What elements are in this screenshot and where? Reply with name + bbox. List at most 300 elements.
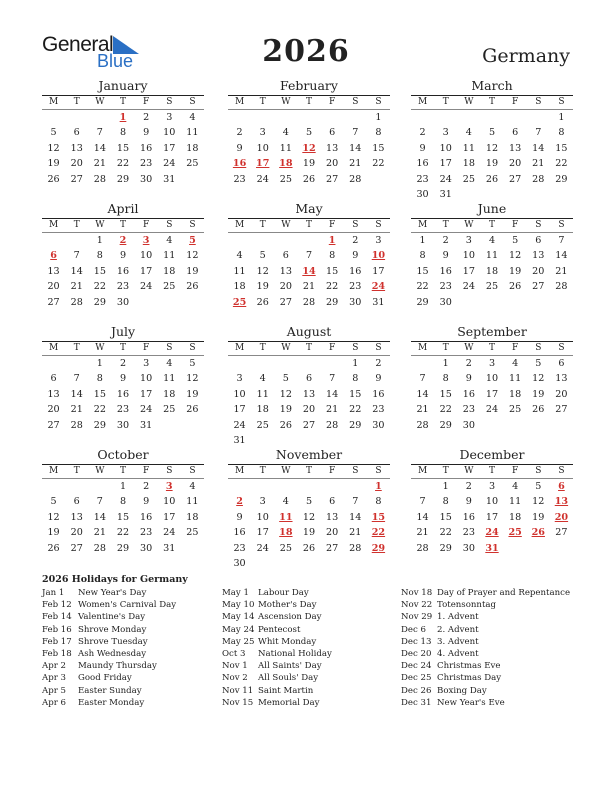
day-cell: 13: [279, 265, 292, 277]
weekday-label: S: [558, 466, 565, 476]
day-cell: 17: [485, 511, 499, 523]
holiday-day: 6: [558, 481, 565, 492]
month-title: May: [295, 201, 323, 216]
day-cell: 16: [116, 388, 130, 400]
holiday-day: 24: [485, 527, 499, 539]
day-cell: 20: [70, 158, 83, 170]
day-cell: 18: [256, 404, 269, 416]
day-cell: 19: [279, 404, 292, 416]
holiday-day: 1: [328, 235, 336, 246]
holiday-name: Ascension Day: [258, 612, 322, 623]
holiday-name: 2. Advent: [437, 624, 479, 635]
day-cell: 31: [163, 542, 176, 554]
holiday-date: Dec 31: [401, 697, 432, 708]
weekday-label: S: [166, 97, 173, 107]
day-cell: 19: [47, 158, 60, 170]
day-cell: 30: [416, 188, 429, 200]
day-cell: 17: [462, 265, 475, 277]
empty-cell: [251, 110, 274, 125]
empty-cell: [297, 356, 320, 371]
weekday-label: F: [329, 97, 336, 107]
weekday-label: S: [352, 466, 359, 476]
holiday-date: Dec 24: [401, 661, 432, 672]
day-cell: 21: [70, 281, 83, 293]
day-grid: [228, 356, 390, 448]
day-cell: 6: [535, 235, 542, 246]
holiday-row: [222, 611, 332, 623]
empty-cell: [321, 356, 344, 371]
day-cell: 2: [119, 358, 127, 369]
day-cell: 3: [143, 358, 150, 369]
day-cell: 29: [326, 296, 339, 308]
holiday-row: [401, 660, 570, 672]
day-cell: 1: [442, 481, 449, 492]
day-cell: 26: [186, 404, 199, 416]
holiday-name: Pentecost: [258, 624, 301, 635]
day-cell: 5: [512, 235, 519, 246]
day-cell: 9: [143, 496, 150, 508]
weekday-label: T: [488, 343, 495, 353]
holiday-day: 31: [485, 542, 499, 554]
day-cell: 31: [439, 188, 452, 200]
holiday-date: Jan 1: [42, 588, 65, 598]
holiday-row: [222, 672, 332, 684]
weekday-label: T: [442, 220, 449, 230]
day-cell: 8: [375, 127, 382, 139]
holiday-day: 13: [554, 496, 569, 508]
holiday-name: Shrove Monday: [78, 624, 147, 635]
day-cell: 3: [488, 358, 496, 369]
weekday-label: M: [48, 466, 59, 476]
empty-cell: [42, 110, 65, 125]
holiday-date: Oct 3: [222, 648, 246, 659]
weekday-label: S: [375, 343, 382, 353]
day-cell: 12: [509, 250, 522, 262]
day-cell: 8: [96, 373, 103, 385]
day-cell: 25: [163, 281, 176, 293]
day-cell: 3: [236, 373, 243, 385]
day-cell: 9: [143, 127, 150, 139]
day-cell: 22: [116, 158, 130, 170]
day-cell: 7: [558, 235, 565, 246]
day-cell: 27: [532, 281, 545, 293]
month-december: [411, 447, 573, 556]
holiday-date: Apr 2: [42, 661, 67, 672]
month-january: [42, 78, 204, 187]
weekday-label: S: [535, 466, 542, 476]
day-cell: 20: [555, 388, 568, 400]
holiday-name: Christmas Eve: [437, 661, 501, 672]
day-cell: 2: [375, 358, 382, 369]
holiday-name: Memorial Day: [258, 697, 320, 708]
month-august: [228, 324, 390, 448]
day-cell: 6: [73, 127, 80, 139]
empty-cell: [504, 110, 527, 125]
day-cell: 1: [375, 112, 382, 123]
month-title: August: [286, 324, 332, 339]
holiday-date: Feb 18: [42, 648, 72, 659]
day-cell: 19: [532, 511, 545, 523]
day-cell: 22: [93, 404, 106, 416]
weekday-header: [411, 95, 573, 110]
holiday-day: 29: [371, 542, 386, 554]
day-cell: 15: [326, 265, 339, 277]
day-cell: 6: [50, 373, 57, 385]
holiday-date: Dec 26: [401, 685, 432, 696]
day-cell: 4: [282, 127, 289, 139]
holiday-row: [401, 648, 570, 660]
day-cell: 7: [305, 250, 313, 262]
day-cell: 13: [70, 511, 83, 523]
day-cell: 22: [416, 281, 429, 293]
day-cell: 14: [93, 142, 106, 154]
day-cell: 26: [485, 173, 499, 185]
day-cell: 28: [70, 419, 83, 431]
weekday-label: S: [558, 220, 565, 230]
day-cell: 4: [282, 496, 289, 508]
day-cell: 17: [372, 265, 385, 277]
day-cell: 11: [163, 250, 176, 262]
weekday-header: [42, 464, 204, 479]
day-cell: 8: [442, 496, 449, 508]
day-cell: 25: [279, 542, 292, 554]
day-cell: 9: [119, 250, 127, 262]
day-cell: 25: [279, 173, 292, 185]
empty-cell: [457, 110, 480, 125]
weekday-header: [42, 341, 204, 356]
empty-cell: [88, 479, 111, 494]
day-cell: 15: [555, 142, 568, 154]
empty-cell: [274, 356, 297, 371]
weekday-label: F: [329, 220, 336, 230]
day-cell: 12: [279, 388, 292, 400]
holiday-day: 18: [279, 527, 293, 539]
day-cell: 3: [166, 112, 173, 123]
weekday-header: [42, 218, 204, 233]
day-cell: 24: [163, 158, 176, 170]
day-cell: 2: [143, 112, 150, 123]
weekday-label: S: [375, 466, 382, 476]
day-cell: 21: [349, 527, 362, 539]
holiday-day: 2: [119, 235, 127, 246]
empty-cell: [251, 479, 274, 494]
day-cell: 26: [302, 173, 316, 185]
weekday-label: T: [259, 97, 266, 107]
day-cell: 16: [462, 511, 475, 523]
year-title: 2026: [262, 34, 350, 69]
day-cell: 25: [186, 527, 199, 539]
day-cell: 19: [47, 527, 60, 539]
day-cell: 13: [302, 388, 316, 400]
day-cell: 22: [349, 404, 362, 416]
day-cell: 6: [558, 358, 565, 369]
weekday-label: S: [166, 466, 173, 476]
empty-cell: [251, 233, 274, 248]
holiday-row: [222, 624, 332, 636]
day-cell: 7: [329, 373, 336, 385]
day-cell: 6: [282, 250, 289, 262]
day-cell: 21: [532, 158, 545, 170]
month-title: March: [471, 78, 513, 93]
weekday-label: T: [305, 343, 312, 353]
day-cell: 17: [163, 511, 176, 523]
weekday-label: F: [512, 220, 519, 230]
day-cell: 24: [462, 281, 475, 293]
day-cell: 5: [189, 358, 196, 369]
day-cell: 19: [186, 388, 199, 400]
day-cell: 25: [186, 158, 199, 170]
day-cell: 12: [302, 511, 316, 523]
day-cell: 17: [439, 158, 452, 170]
day-cell: 28: [93, 173, 106, 185]
day-cell: 28: [70, 296, 83, 308]
day-cell: 17: [140, 265, 153, 277]
weekday-header: [228, 464, 390, 479]
day-cell: 6: [329, 127, 336, 139]
day-cell: 11: [509, 496, 522, 508]
day-cell: 12: [532, 373, 545, 385]
holiday-date: Nov 18: [401, 588, 433, 598]
day-cell: 20: [47, 404, 60, 416]
holiday-date: Dec 6: [401, 624, 426, 635]
holiday-name: Day of Prayer and Repentance: [437, 588, 571, 598]
day-cell: 15: [416, 265, 429, 277]
month-october: [42, 447, 204, 556]
weekday-label: S: [166, 220, 173, 230]
weekday-label: T: [73, 220, 80, 230]
holiday-name: Maundy Thursday: [78, 661, 157, 672]
day-cell: 5: [535, 358, 542, 369]
weekday-label: T: [119, 220, 126, 230]
day-cell: 4: [236, 250, 243, 262]
weekday-label: W: [95, 343, 105, 353]
day-cell: 30: [233, 557, 246, 569]
day-cell: 13: [555, 373, 568, 385]
month-july: [42, 324, 204, 433]
day-cell: 20: [326, 158, 339, 170]
day-cell: 28: [532, 173, 545, 185]
day-cell: 2: [465, 358, 472, 369]
holiday-row: [222, 648, 332, 660]
day-cell: 18: [186, 142, 199, 154]
day-cell: 21: [416, 404, 429, 416]
day-cell: 21: [326, 404, 339, 416]
empty-cell: [297, 233, 320, 248]
weekday-label: W: [464, 220, 474, 230]
holiday-day: 14: [302, 265, 316, 277]
day-cell: 9: [375, 373, 382, 385]
weekday-label: F: [143, 343, 150, 353]
day-cell: 23: [372, 404, 385, 416]
holiday-day: 6: [50, 250, 57, 262]
holiday-date: Nov 15: [222, 697, 254, 708]
holiday-row: [42, 636, 176, 648]
day-cell: 21: [349, 158, 362, 170]
holiday-day: 20: [554, 511, 569, 523]
empty-cell: [527, 110, 550, 125]
day-cell: 29: [416, 296, 429, 308]
day-cell: 1: [442, 358, 449, 369]
holiday-day: 18: [279, 158, 293, 170]
day-cell: 7: [419, 373, 426, 385]
day-cell: 7: [419, 496, 426, 508]
day-cell: 16: [233, 527, 246, 539]
day-cell: 2: [442, 235, 449, 246]
day-cell: 30: [462, 542, 475, 554]
day-cell: 22: [326, 281, 339, 293]
day-cell: 8: [352, 373, 359, 385]
holiday-name: Easter Monday: [78, 697, 145, 708]
weekday-label: M: [234, 220, 245, 230]
day-cell: 14: [416, 511, 429, 523]
day-cell: 25: [462, 173, 475, 185]
weekday-label: F: [512, 97, 519, 107]
weekday-label: T: [442, 343, 449, 353]
empty-cell: [411, 479, 434, 494]
day-cell: 28: [326, 419, 339, 431]
holiday-row: [42, 685, 176, 697]
day-cell: 10: [256, 142, 269, 154]
day-cell: 19: [256, 281, 269, 293]
holiday-row: [401, 599, 570, 611]
holiday-name: New Year's Day: [78, 588, 147, 598]
weekday-label: T: [442, 97, 449, 107]
weekday-label: F: [512, 343, 519, 353]
month-title: November: [275, 447, 343, 462]
day-cell: 27: [326, 173, 339, 185]
holiday-row: [42, 587, 176, 599]
holiday-date: May 14: [222, 612, 255, 623]
weekday-label: S: [535, 343, 542, 353]
holiday-date: Nov 11: [222, 685, 254, 696]
day-cell: 28: [93, 542, 106, 554]
day-cell: 11: [163, 373, 176, 385]
day-cell: 29: [555, 173, 568, 185]
day-cell: 26: [302, 542, 316, 554]
holiday-date: Nov 2: [222, 673, 248, 684]
empty-cell: [411, 110, 434, 125]
day-cell: 5: [259, 250, 266, 262]
day-cell: 3: [259, 496, 266, 508]
day-cell: 3: [465, 235, 472, 246]
holiday-day: 3: [142, 235, 150, 246]
month-february: [228, 78, 390, 187]
month-title: October: [97, 447, 149, 462]
day-cell: 22: [555, 158, 568, 170]
day-cell: 15: [116, 142, 130, 154]
weekday-label: T: [259, 220, 266, 230]
holiday-name: Christmas Day: [437, 673, 502, 684]
day-cell: 23: [462, 527, 475, 539]
holiday-row: [401, 611, 570, 623]
holiday-day: 25: [232, 296, 247, 308]
weekday-label: F: [512, 466, 519, 476]
holiday-date: Dec 20: [401, 648, 432, 659]
day-cell: 24: [163, 527, 176, 539]
day-grid: [42, 233, 204, 310]
day-cell: 5: [50, 496, 57, 508]
day-cell: 17: [485, 388, 499, 400]
weekday-label: T: [488, 97, 495, 107]
day-cell: 21: [416, 527, 429, 539]
day-cell: 10: [439, 142, 452, 154]
day-cell: 23: [233, 542, 246, 554]
day-cell: 15: [439, 388, 452, 400]
day-cell: 17: [140, 388, 153, 400]
day-cell: 1: [419, 235, 426, 246]
holiday-date: Nov 1: [222, 661, 248, 672]
day-cell: 7: [352, 496, 359, 508]
day-cell: 11: [279, 142, 292, 154]
holiday-date: Apr 5: [42, 685, 67, 696]
day-cell: 31: [233, 434, 246, 446]
day-cell: 24: [439, 173, 452, 185]
empty-cell: [321, 479, 344, 494]
weekday-label: T: [442, 466, 449, 476]
day-cell: 6: [329, 496, 336, 508]
empty-cell: [321, 110, 344, 125]
day-cell: 23: [349, 281, 362, 293]
day-cell: 25: [509, 404, 522, 416]
month-april: [42, 201, 204, 310]
day-cell: 3: [259, 127, 266, 139]
holiday-name: Boxing Day: [437, 685, 487, 696]
day-cell: 5: [305, 496, 313, 508]
day-cell: 22: [372, 158, 385, 170]
weekday-label: T: [119, 97, 126, 107]
day-cell: 24: [485, 404, 499, 416]
holiday-name: 1. Advent: [437, 612, 479, 623]
weekday-label: M: [234, 343, 245, 353]
day-cell: 24: [140, 281, 153, 293]
holiday-row: [42, 624, 176, 636]
day-cell: 12: [47, 511, 60, 523]
day-cell: 19: [302, 527, 316, 539]
empty-cell: [88, 110, 111, 125]
day-cell: 27: [555, 404, 568, 416]
month-title: February: [280, 78, 338, 93]
holiday-row: [401, 685, 570, 697]
day-cell: 13: [532, 250, 545, 262]
holiday-day: 5: [189, 235, 196, 246]
holiday-day: 22: [371, 527, 386, 539]
day-cell: 11: [233, 265, 246, 277]
day-cell: 26: [256, 296, 269, 308]
weekday-label: W: [464, 466, 474, 476]
day-cell: 21: [93, 527, 106, 539]
weekday-label: M: [417, 97, 428, 107]
day-cell: 26: [47, 542, 60, 554]
weekday-label: S: [375, 97, 382, 107]
weekday-label: S: [166, 343, 173, 353]
day-cell: 12: [186, 373, 199, 385]
day-cell: 11: [509, 373, 522, 385]
month-title: April: [107, 201, 139, 216]
day-cell: 18: [233, 281, 246, 293]
day-cell: 14: [70, 388, 83, 400]
weekday-header: [411, 341, 573, 356]
day-cell: 14: [326, 388, 339, 400]
holiday-day: 26: [531, 527, 545, 539]
day-cell: 4: [512, 358, 519, 369]
day-cell: 22: [439, 527, 452, 539]
holiday-row: [42, 648, 176, 660]
holiday-date: Dec 25: [401, 673, 432, 684]
day-cell: 13: [326, 142, 339, 154]
day-cell: 14: [349, 142, 362, 154]
weekday-label: M: [234, 466, 245, 476]
holiday-row: [401, 624, 570, 636]
